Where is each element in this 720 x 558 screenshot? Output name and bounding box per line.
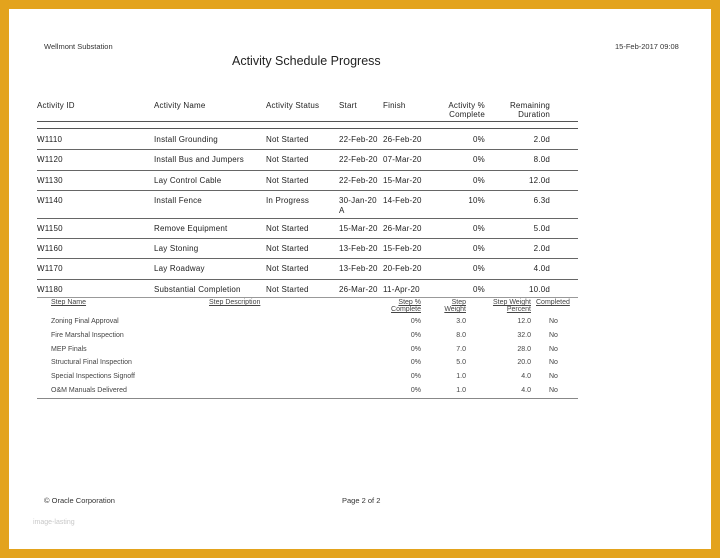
activity-remaining-duration: 5.0d — [533, 224, 550, 233]
watermark-text: image-lasting — [33, 519, 75, 526]
activity-name: Remove Equipment — [154, 224, 228, 233]
step-weight: 1.0 — [456, 373, 466, 381]
step-wpct: 20.0 — [517, 359, 531, 367]
project-name: Wellmont Substation — [44, 42, 113, 51]
activity-start: 26-Mar-20 — [339, 285, 378, 294]
step-completed: No — [549, 359, 558, 367]
activity-start: 13-Feb-20 — [339, 264, 378, 273]
footer-page-number: Page 2 of 2 — [342, 496, 381, 505]
activity-finish: 11-Apr-20 — [383, 285, 420, 294]
activity-status: Not Started — [266, 244, 309, 253]
step-wpct: 12.0 — [517, 318, 531, 325]
activity-finish: 20-Feb-20 — [383, 264, 422, 273]
col-pct-complete-line1: Activity % — [448, 101, 485, 110]
step-weight: 7.0 — [456, 345, 466, 353]
activity-pct-complete: 10% — [468, 196, 485, 205]
step-pct: 0% — [410, 359, 421, 367]
activity-remaining-duration: 6.3d — [533, 196, 550, 205]
step-weight: 3.0 — [456, 318, 466, 325]
step-col-pct — [379, 299, 421, 313]
activity-start: 30-Jan-20 — [339, 196, 377, 205]
activity-name: Install Fence — [154, 196, 202, 205]
row-separator — [37, 170, 578, 171]
step-col-description: Step Description — [209, 299, 261, 306]
activity-pct-complete: 0% — [473, 135, 485, 144]
row-separator — [37, 279, 578, 280]
col-activity-status: Activity Status — [266, 101, 320, 110]
activity-id: W1110 — [37, 135, 63, 144]
step-col-weight-pct — [479, 299, 531, 313]
step-pct: 0% — [410, 331, 421, 339]
col-activity-name: Activity Name — [154, 101, 206, 110]
activity-name: Lay Stoning — [154, 244, 199, 253]
activity-start: 22-Feb-20 — [339, 176, 378, 185]
activity-id: W1160 — [37, 244, 63, 253]
step-completed: No — [549, 387, 558, 394]
step-col-weight-line2: Weight — [444, 306, 466, 313]
step-col-pct-line1: Step % — [398, 299, 421, 306]
step-name: Fire Marshal Inspection — [51, 331, 124, 339]
activity-remaining-duration: 12.0d — [528, 176, 550, 185]
activity-finish: 26-Feb-20 — [383, 135, 422, 144]
activity-name: Substantial Completion — [154, 285, 241, 294]
activity-name: Lay Control Cable — [154, 176, 222, 185]
row-separator — [37, 238, 578, 239]
activity-finish: 07-Mar-20 — [383, 155, 422, 164]
activity-start: 13-Feb-20 — [339, 244, 378, 253]
activity-id: W1130 — [37, 176, 63, 185]
step-completed: No — [549, 345, 558, 353]
step-col-weight — [434, 299, 466, 313]
activity-status: Not Started — [266, 285, 309, 294]
activity-remaining-duration: 8.0d — [533, 155, 550, 164]
activity-pct-complete: 0% — [473, 155, 485, 164]
activity-remaining-duration: 2.0d — [533, 244, 550, 253]
row-separator — [37, 218, 578, 219]
step-pct: 0% — [410, 345, 421, 353]
col-remaining-line1: Remaining — [509, 101, 550, 110]
steps-bottom-rule — [37, 398, 578, 399]
step-completed: No — [549, 318, 558, 325]
col-finish: Finish — [383, 101, 406, 110]
step-name: O&M Manuals Delivered — [51, 387, 127, 394]
step-col-weight-pct-line1: Step Weight — [492, 299, 531, 306]
activity-status: Not Started — [266, 264, 309, 273]
step-name: Zoning Final Approval — [51, 318, 119, 325]
activity-finish: 15-Feb-20 — [383, 244, 422, 253]
header-rule-2 — [37, 128, 578, 129]
activity-id: W1170 — [37, 264, 63, 273]
activity-finish: 26-Mar-20 — [383, 224, 422, 233]
activity-pct-complete: 0% — [473, 224, 485, 233]
step-pct: 0% — [410, 387, 421, 394]
activity-id: W1140 — [37, 196, 63, 205]
step-weight: 8.0 — [456, 331, 466, 339]
activity-id: W1180 — [37, 285, 63, 294]
step-wpct: 4.0 — [521, 373, 531, 381]
activity-name: Install Grounding — [154, 135, 218, 144]
footer-copyright: © Oracle Corporation — [44, 496, 115, 505]
step-wpct: 28.0 — [517, 345, 531, 353]
activity-pct-complete: 0% — [473, 176, 485, 185]
step-name: Special Inspections Signoff — [51, 373, 135, 381]
header-rule — [37, 121, 578, 122]
activity-pct-complete: 0% — [473, 244, 485, 253]
activity-id: W1120 — [37, 155, 63, 164]
activity-remaining-duration: 4.0d — [533, 264, 550, 273]
report-title: Activity Schedule Progress — [232, 54, 381, 68]
step-name: Structural Final Inspection — [51, 359, 132, 367]
activity-start: 22-Feb-20 — [339, 135, 378, 144]
step-col-weight-pct-line2: Percent — [506, 306, 531, 313]
step-col-pct-line2: Complete — [391, 306, 421, 313]
activity-status: Not Started — [266, 176, 309, 185]
activity-status: In Progress — [266, 196, 310, 205]
report-timestamp: 15-Feb-2017 09:08 — [615, 42, 679, 51]
step-col-weight-line1: Step — [451, 299, 466, 306]
step-wpct: 32.0 — [517, 331, 531, 339]
activity-start: 22-Feb-20 — [339, 155, 378, 164]
col-remaining-line2: Duration — [518, 110, 550, 119]
activity-start-actual-flag: A — [339, 206, 345, 215]
step-pct: 0% — [410, 318, 421, 325]
activity-remaining-duration: 10.0d — [528, 285, 550, 294]
activity-id: W1150 — [37, 224, 63, 233]
report-page — [9, 9, 711, 549]
col-start: Start — [339, 101, 357, 110]
step-completed: No — [549, 373, 558, 381]
row-separator — [37, 190, 578, 191]
steps-top-rule — [37, 297, 578, 298]
activity-finish: 14-Feb-20 — [383, 196, 422, 205]
col-activity-id: Activity ID — [37, 101, 75, 110]
activity-status: Not Started — [266, 135, 309, 144]
step-completed: No — [549, 331, 558, 339]
activity-pct-complete: 0% — [473, 264, 485, 273]
activity-name: Install Bus and Jumpers — [154, 155, 244, 164]
row-separator — [37, 149, 578, 150]
activity-status: Not Started — [266, 155, 309, 164]
step-name: MEP Finals — [51, 345, 87, 353]
step-col-name: Step Name — [51, 299, 87, 306]
row-separator — [37, 258, 578, 259]
step-weight: 1.0 — [456, 387, 466, 394]
activity-status: Not Started — [266, 224, 309, 233]
col-pct-complete-line2: Complete — [449, 110, 485, 119]
activity-pct-complete: 0% — [473, 285, 485, 294]
step-weight: 5.0 — [456, 359, 466, 367]
col-pct-complete — [429, 101, 485, 119]
activity-start: 15-Mar-20 — [339, 224, 378, 233]
activity-remaining-duration: 2.0d — [533, 135, 550, 144]
step-col-completed: Completed — [536, 299, 570, 306]
step-wpct: 4.0 — [521, 387, 531, 394]
activity-name: Lay Roadway — [154, 264, 205, 273]
step-pct: 0% — [410, 373, 421, 381]
col-remaining — [489, 101, 550, 119]
activity-finish: 15-Mar-20 — [383, 176, 422, 185]
